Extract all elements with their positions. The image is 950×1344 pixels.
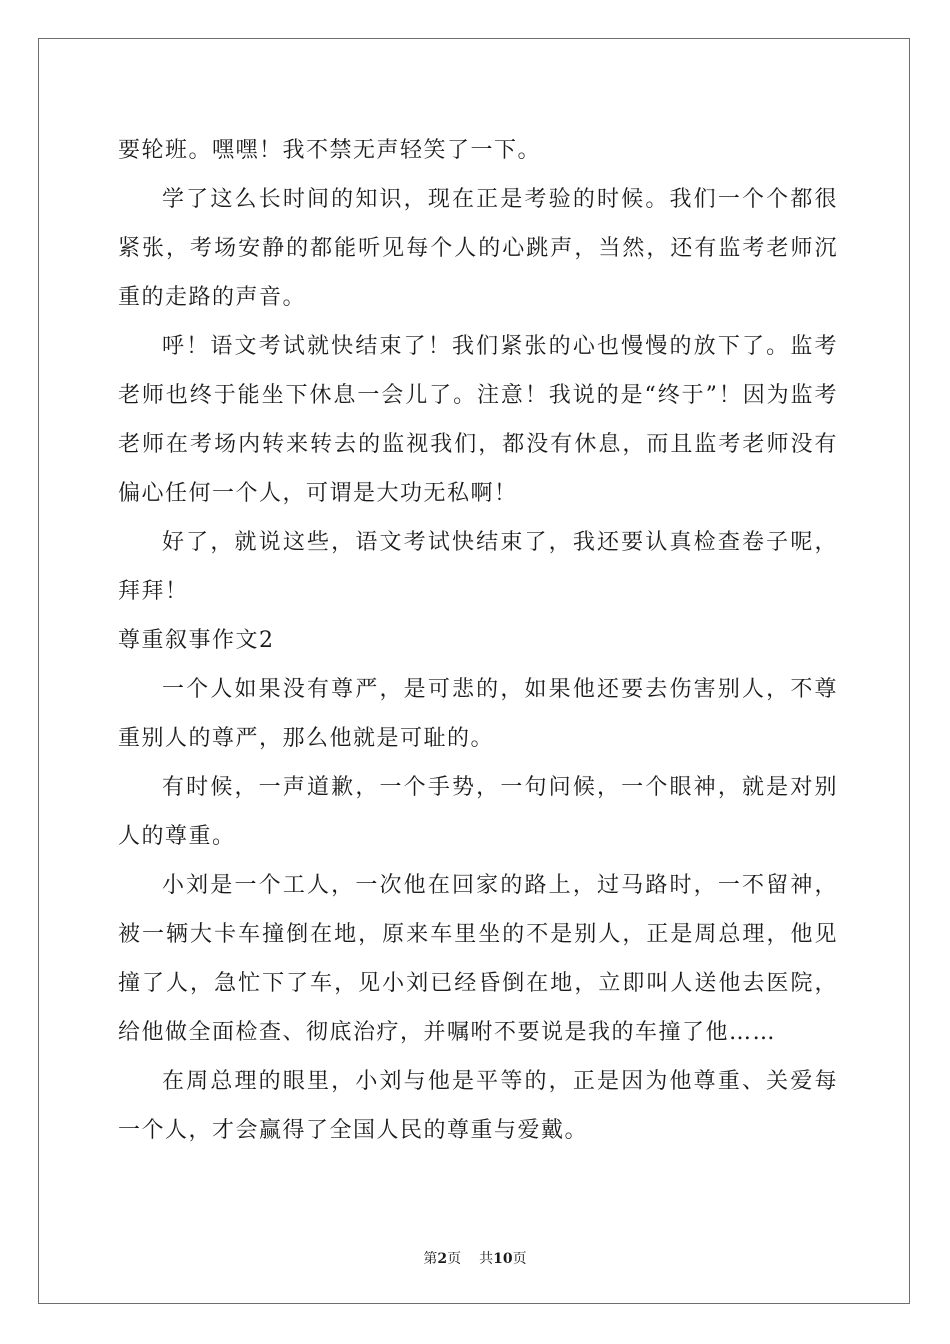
paragraph: 有时候，一声道歉，一个手势，一句问候，一个眼神，就是对别人的尊重。	[118, 775, 838, 849]
paragraph: 好了，就说这些，语文考试快结束了，我还要认真检查卷子呢，拜拜！	[118, 530, 838, 604]
total-pages: 10	[493, 1251, 513, 1267]
paragraph: 在周总理的眼里，小刘与他是平等的，正是因为他尊重、关爱每一个人，才会赢得了全国人民的尊重与爱戴。	[118, 1069, 838, 1143]
page-suffix: 页	[447, 1251, 462, 1267]
total-prefix: 共	[479, 1251, 494, 1267]
paragraph: 一个人如果没有尊严，是可悲的，如果他还要去伤害别人，不尊重别人的尊严，那么他就是可耻的。	[118, 677, 838, 751]
paragraph: 小刘是一个工人，一次他在回家的路上，过马路时，一不留神，被一辆大卡车撞倒在地，原来车里坐的不是别人，正是周总理，他见撞了人，急忙下了车，见小刘已经昏倒在地，立即叫人送他去医院，给他做全面检查、彻底治疗，并嘱咐不要说是我的车撞了他……	[118, 873, 838, 1045]
document-body	[118, 126, 838, 1155]
paragraph: 呼！语文考试就快结束了！我们紧张的心也慢慢的放下了。监考老师也终于能坐下休息一会儿了。注意！我说的是“终于”！因为监考老师在考场内转来转去的监视我们，都没有休息，而且监考老师没有偏心任何一个人，可谓是大功无私啊！	[118, 334, 838, 506]
section-title: 尊重叙事作文2	[118, 628, 275, 653]
page-number: 2	[437, 1251, 448, 1267]
paragraph: 学了这么长时间的知识，现在正是考验的时候。我们一个个都很紧张，考场安静的都能听见每个人的心跳声，当然，还有监考老师沉重的走路的声音。	[118, 187, 838, 310]
paragraph: 要轮班。嘿嘿！我不禁无声轻笑了一下。	[118, 138, 542, 163]
page-footer	[0, 1248, 950, 1268]
total-suffix: 页	[512, 1251, 527, 1267]
page-prefix: 第	[423, 1251, 438, 1267]
